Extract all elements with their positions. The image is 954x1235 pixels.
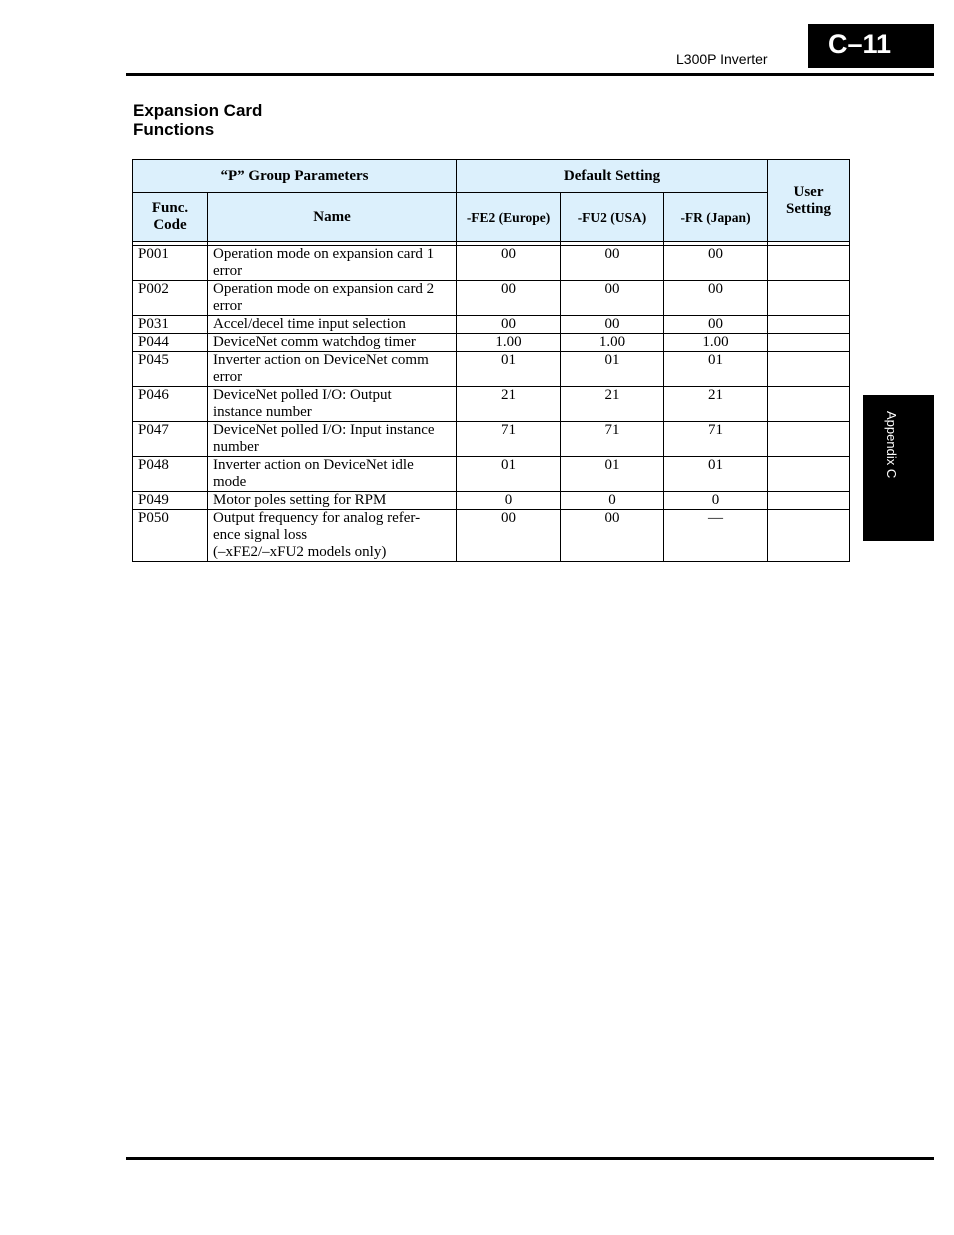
user-setting-cell (768, 246, 850, 281)
table-row (133, 334, 850, 352)
table-header-row-1 (133, 160, 850, 193)
section-title-line-1: Expansion Card (133, 101, 263, 120)
fu2-usa-value-cell: 00 (561, 316, 664, 334)
default-setting-header: Default Setting (457, 160, 768, 193)
appendix-side-tab (863, 395, 934, 541)
user-setting-cell (768, 281, 850, 316)
section-title (133, 101, 262, 139)
func-code-cell: P048 (133, 457, 208, 492)
table-row (133, 387, 850, 422)
parameter-name-line: error (213, 263, 243, 279)
parameter-name-line: Output frequency for analog refer- (213, 510, 421, 526)
user-setting-cell (768, 387, 850, 422)
fe2-europe-header: -FE2 (Europe) (457, 193, 561, 242)
user-setting-header-line-2: Setting (786, 200, 831, 217)
func-code-header-line-1: Func. (151, 200, 189, 216)
parameter-name-line: mode (213, 474, 247, 490)
fe2-europe-value-cell: 71 (457, 422, 561, 457)
user-setting-cell (768, 316, 850, 334)
parameter-name-line: error (213, 369, 243, 385)
fr-japan-value-cell: 01 (664, 457, 768, 492)
parameter-name-line: Operation mode on expansion card 2 (213, 281, 435, 297)
table-row (133, 422, 850, 457)
page-number-box: C–11 (808, 24, 934, 68)
func-code-cell: P001 (133, 246, 208, 281)
fu2-usa-value-cell: 01 (561, 352, 664, 387)
user-setting-cell (768, 422, 850, 457)
func-code-header-line-2: Code (153, 217, 187, 233)
fr-japan-value-cell: 71 (664, 422, 768, 457)
fu2-usa-value-cell: 21 (561, 387, 664, 422)
fr-japan-value-cell: 1.00 (664, 334, 768, 352)
table-body (133, 242, 850, 562)
parameter-name-cell (208, 352, 457, 387)
func-code-cell: P047 (133, 422, 208, 457)
fr-japan-value-cell: 00 (664, 281, 768, 316)
parameter-name-line: Operation mode on expansion card 1 (213, 246, 435, 262)
user-setting-cell (768, 510, 850, 562)
parameter-name-line: DeviceNet polled I/O: Output (213, 387, 392, 403)
parameter-name-cell (208, 281, 457, 316)
fu2-usa-value-cell: 1.00 (561, 334, 664, 352)
user-setting-cell (768, 492, 850, 510)
header-product-name: L300P Inverter (676, 51, 768, 67)
fu2-usa-value-cell: 00 (561, 281, 664, 316)
parameter-name-line: number (213, 439, 259, 455)
fr-japan-value-cell: 00 (664, 316, 768, 334)
parameter-name-line: Inverter action on DeviceNet idle (213, 457, 414, 473)
fu2-usa-value-cell: 71 (561, 422, 664, 457)
fr-japan-value-cell: 00 (664, 246, 768, 281)
parameter-name-cell (208, 334, 457, 352)
parameter-name-cell (208, 316, 457, 334)
fe2-europe-value-cell: 0 (457, 492, 561, 510)
parameter-name-line: DeviceNet polled I/O: Input instance (213, 422, 435, 438)
func-code-cell: P045 (133, 352, 208, 387)
fr-japan-header: -FR (Japan) (664, 193, 768, 242)
parameter-name-line: ence signal loss (213, 527, 308, 543)
fe2-europe-value-cell: 00 (457, 316, 561, 334)
fu2-usa-value-cell: 00 (561, 246, 664, 281)
table-row (133, 457, 850, 492)
table-row (133, 281, 850, 316)
parameter-name-line: instance number (213, 404, 312, 420)
fu2-usa-value-cell: 01 (561, 457, 664, 492)
fr-japan-value-cell: 0 (664, 492, 768, 510)
parameter-name-cell (208, 246, 457, 281)
fe2-europe-value-cell: 01 (457, 457, 561, 492)
parameter-name-line: DeviceNet comm watchdog timer (213, 334, 416, 350)
func-code-cell: P044 (133, 334, 208, 352)
fe2-europe-value-cell: 1.00 (457, 334, 561, 352)
user-setting-header (768, 160, 850, 242)
user-setting-cell (768, 334, 850, 352)
header-rule (126, 73, 934, 76)
user-setting-cell (768, 352, 850, 387)
name-header: Name (208, 193, 457, 242)
table-row (133, 510, 850, 562)
footer-rule (126, 1157, 934, 1160)
user-setting-header-line-1: User (793, 183, 824, 200)
func-code-cell: P049 (133, 492, 208, 510)
parameter-name-line: (–xFE2/–xFU2 models only) (213, 544, 387, 560)
user-setting-cell (768, 457, 850, 492)
table-row (133, 246, 850, 281)
parameter-table (132, 159, 850, 562)
fe2-europe-value-cell: 00 (457, 281, 561, 316)
parameter-name-cell (208, 492, 457, 510)
table-header-row-2 (133, 193, 850, 242)
parameter-name-cell (208, 387, 457, 422)
fr-japan-value-cell: 01 (664, 352, 768, 387)
fu2-usa-value-cell: 0 (561, 492, 664, 510)
table-row (133, 352, 850, 387)
group-header: “P” Group Parameters (133, 160, 457, 193)
parameter-name-cell (208, 457, 457, 492)
appendix-side-tab-label: Appendix C (884, 411, 899, 479)
parameter-name-cell (208, 422, 457, 457)
table-row (133, 316, 850, 334)
parameter-name-line: Inverter action on DeviceNet comm (213, 352, 429, 368)
fu2-usa-value-cell: 00 (561, 510, 664, 562)
table-row (133, 492, 850, 510)
fe2-europe-value-cell: 00 (457, 510, 561, 562)
fe2-europe-value-cell: 21 (457, 387, 561, 422)
fu2-usa-header: -FU2 (USA) (561, 193, 664, 242)
parameter-name-cell (208, 510, 457, 562)
section-title-line-2: Functions (133, 120, 215, 139)
func-code-cell: P002 (133, 281, 208, 316)
fr-japan-value-cell: — (664, 510, 768, 562)
func-code-cell: P031 (133, 316, 208, 334)
func-code-cell: P050 (133, 510, 208, 562)
parameter-name-line: Accel/decel time input selection (213, 316, 406, 332)
fe2-europe-value-cell: 00 (457, 246, 561, 281)
fr-japan-value-cell: 21 (664, 387, 768, 422)
func-code-header (133, 193, 208, 242)
parameter-name-line: error (213, 298, 243, 314)
fe2-europe-value-cell: 01 (457, 352, 561, 387)
parameter-name-line: Motor poles setting for RPM (213, 492, 387, 508)
func-code-cell: P046 (133, 387, 208, 422)
